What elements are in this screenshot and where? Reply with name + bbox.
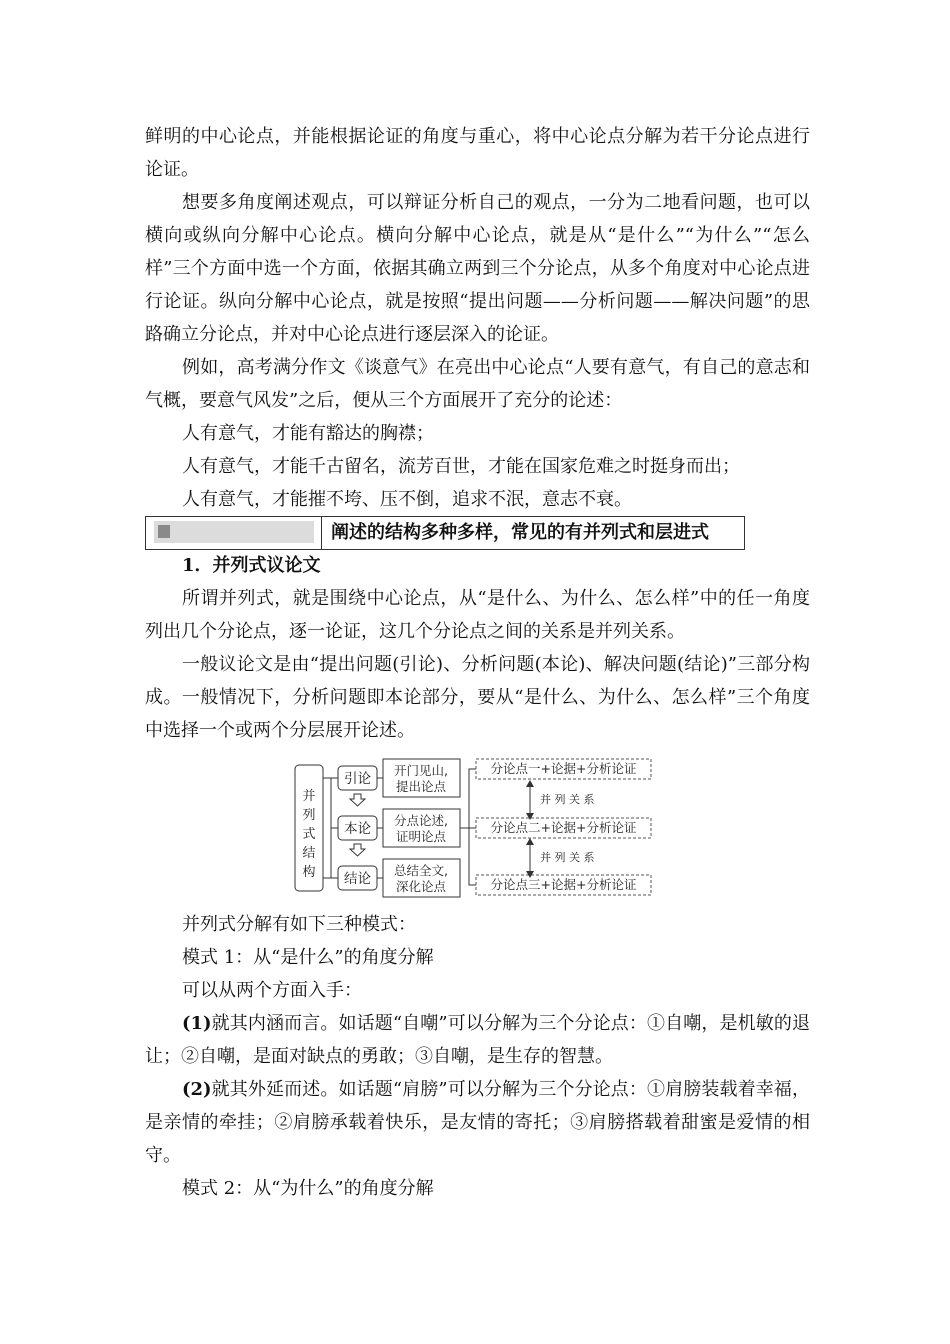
paragraph-example: 例如，高考满分作文《谈意气》在亮出中心论点“人要有意气，有自己的意志和气概，要意气风发”之后，便从三个方面展开了充分的论述： <box>145 357 810 411</box>
diagram-title-char: 构 <box>302 865 316 880</box>
item-1-text: 就其内涵而言。如话题“自嘲”可以分解为三个分论点：①自嘲，是机敏的退让；②自嘲，是面对缺点的勇敢；③自嘲，是生存的智慧。 <box>145 1013 810 1067</box>
subsection-heading: 1．并列式议论文 <box>182 555 321 576</box>
paragraph-general-structure: 一般议论文是由“提出问题(引论)、分析问题(本论)、解决问题(结论)”三部分构成。一般情况下，分析问题即本论部分，要从“是什么、为什么、怎么样”三个角度中选择一个或两个分层展开论述。 <box>145 654 810 741</box>
stage-conclusion-label: 结论 <box>344 871 371 887</box>
sub-point-3: 分论点三+论据+分析论证 <box>490 877 637 892</box>
parallel-relation-label: 并 列 关 系 <box>540 793 595 806</box>
stage-desc-line: 总结全文, <box>394 863 448 878</box>
mode-2-title: 模式 2：从“为什么”的角度分解 <box>182 1178 434 1199</box>
stage-desc-line: 证明论点 <box>395 829 447 844</box>
modes-intro: 并列式分解有如下三种模式： <box>182 914 416 935</box>
mode-1-item-2 <box>145 1073 810 1172</box>
paragraph-continuation: 鲜明的中心论点，并能根据论证的角度与重心，将中心论点分解为若干分论点进行论证。 <box>145 126 810 180</box>
section-label-block <box>154 521 314 543</box>
stage-intro-label: 引论 <box>344 771 371 787</box>
mode-1-intro: 可以从两个方面入手： <box>182 980 362 1001</box>
parallel-structure-diagram <box>294 757 656 899</box>
sub-point-2: 分论点二+论据+分析论证 <box>490 820 637 835</box>
item-2-text: 就其外延而述。如话题“肩膀”可以分解为三个分论点：①肩膀装载着幸福，是亲情的牵挂；②肩膀承载着快乐，是友情的寄托；③肩膀搭载着甜蜜是爱情的相守。 <box>145 1079 810 1166</box>
diagram-title-char: 并 <box>302 789 316 804</box>
section-divider <box>321 517 322 549</box>
mode-1-title: 模式 1：从“是什么”的角度分解 <box>182 947 434 968</box>
stage-desc-line: 分点论述, <box>394 813 448 828</box>
item-1-label: (1) <box>182 1013 212 1034</box>
parallel-relation-label: 并 列 关 系 <box>540 851 595 864</box>
paragraph-multi-angle: 想要多角度阐述观点，可以辩证分析自己的观点，一分为二地看问题，也可以横向或纵向分解中心论点。横向分解中心论点，就是从“是什么”“为什么”“怎么样”三个方面中选一个方面，依据其确立两到三个分论点，从多个角度对中心论点进行论证。纵向分解中心论点，就是按照“提出问题——分析问题——解决问题”的思路确立分论点，并对中心论点进行逐层深入的论证。 <box>145 192 810 345</box>
example-line-3: 人有意气，才能摧不垮、压不倒，追求不泯，意志不衰。 <box>182 489 632 510</box>
section-title: 阐述的结构多种多样，常见的有并列式和层进式 <box>331 522 709 543</box>
section-heading-bar <box>145 516 745 550</box>
stage-desc-line: 深化论点 <box>395 879 447 894</box>
item-2-label: (2) <box>182 1079 212 1100</box>
diagram-title-char: 结 <box>302 846 316 861</box>
example-line-1: 人有意气，才能有豁达的胸襟； <box>182 423 434 444</box>
example-line-2: 人有意气，才能千古留名，流芳百世，才能在国家危难之时挺身而出； <box>182 456 740 477</box>
mode-1-item-1 <box>145 1007 810 1073</box>
stage-desc-line: 开门见山, <box>394 763 448 778</box>
diagram-title-char: 列 <box>302 808 316 823</box>
section-marker-icon <box>158 525 170 538</box>
stage-body-label: 本论 <box>344 821 371 837</box>
paragraph-parallel-definition: 所谓并列式，就是围绕中心论点，从“是什么、为什么、怎么样”中的任一角度列出几个分论点，逐一论证，这几个分论点之间的关系是并列关系。 <box>145 588 810 642</box>
stage-desc-line: 提出论点 <box>395 779 447 794</box>
sub-point-1: 分论点一+论据+分析论证 <box>490 761 637 776</box>
diagram-title-char: 式 <box>302 827 316 842</box>
